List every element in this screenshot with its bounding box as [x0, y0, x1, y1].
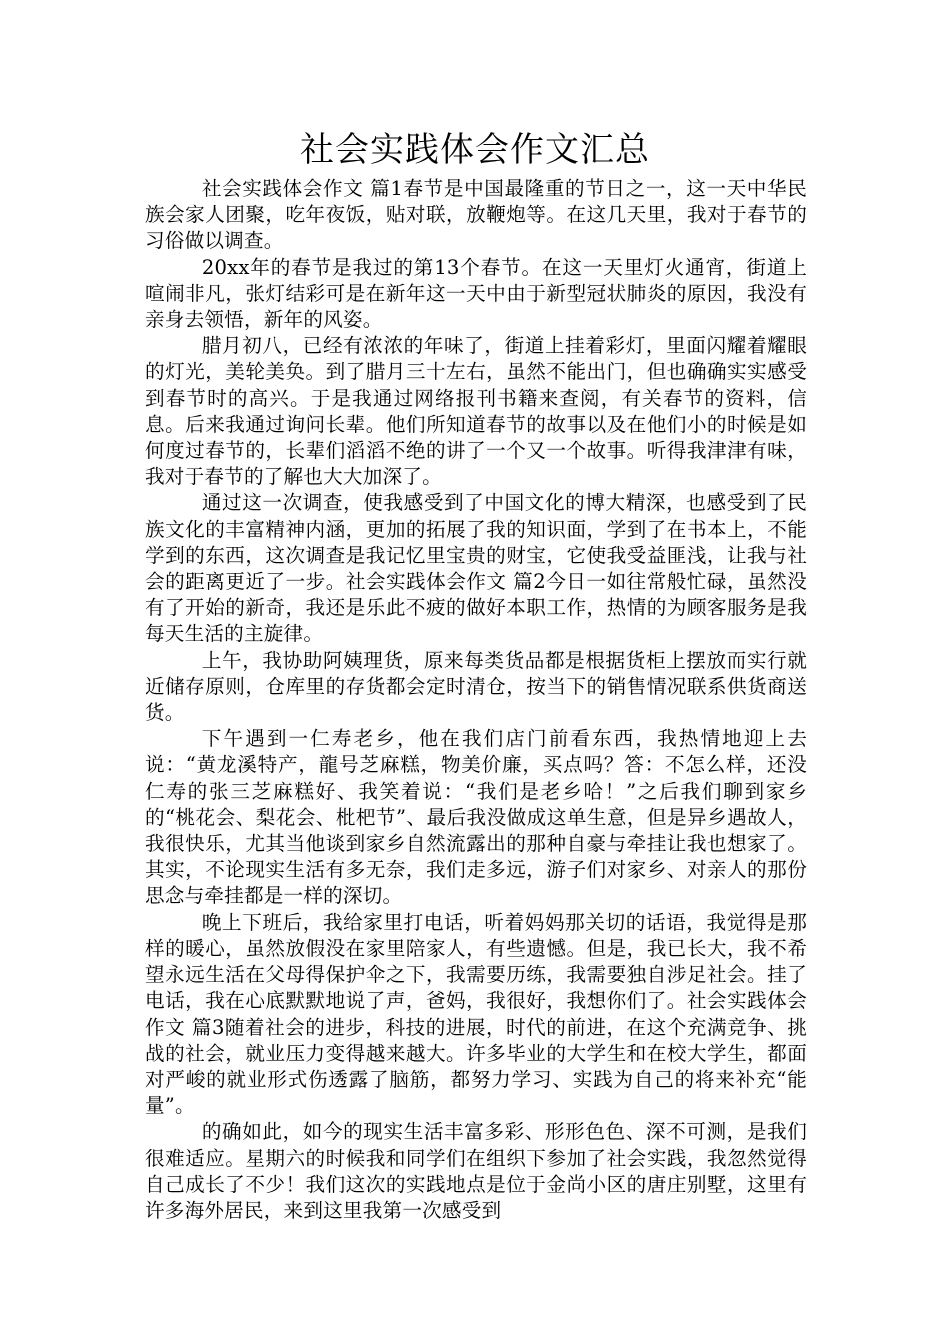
paragraph-6: 下午遇到一仁寿老乡，他在我们店门前看东西，我热情地迎上去说：“黄龙溪特产，龍号芝麻糕，物美价廉，买点吗？答：不怎么样，还没仁寿的张三芝麻糕好、我笑着说：“我们是老乡哈！”之后我们聊到家乡的“桃花会、梨花会、枇杷节”、最后我没做成这单生意，但是异乡遇故人，我很快乐，尤其当他谈到家乡自然流露出的那种自豪与牵挂让我也想家了。其实，不论现实生活有多无奈，我们走多远，游子们对家乡、对亲人的那份思念与牵挂都是一样的深切。 — [145, 727, 807, 908]
paragraph-2: 20xx年的春节是我过的第13个春节。在这一天里灯火通宵，街道上喧闹非凡，张灯结彩可是在新年这一天中由于新型冠状肺炎的原因，我没有亲身去领悟，新年的风姿。 — [145, 255, 807, 332]
paragraph-5: 上午，我协助阿姨理货，原来每类货品都是根据货柜上摆放而实行就近储存原则，仓库里的存货都会定时清仓，按当下的销售情况联系供货商送货。 — [145, 648, 807, 725]
paragraph-3: 腊月初八，已经有浓浓的年味了，街道上挂着彩灯，里面闪耀着耀眼的灯光，美轮美奂。到了腊月三十左右，虽然不能出门，但也确确实实感受到春节时的高兴。于是我通过网络报刊书籍来查阅，有关春节的资料，信息。后来我通过询问长辈。他们所知道春节的故事以及在他们小的时候是如何度过春节的，长辈们滔滔不绝的讲了一个又一个故事。听得我津津有味，我对于春节的了解也大大加深了。 — [145, 334, 807, 489]
paragraph-1: 社会实践体会作文 篇1春节是中国最隆重的节日之一，这一天中华民族会家人团聚，吃年夜饭，贴对联，放鞭炮等。在这几天里，我对于春节的习俗做以调查。 — [145, 177, 807, 253]
document-body — [145, 176, 807, 1224]
paragraph-4: 通过这一次调查，使我感受到了中国文化的博大精深，也感受到了民族文化的丰富精神内涵，更加的拓展了我的知识面，学到了在书本上，不能学到的东西，这次调查是我记忆里宝贵的财宝，它使我受益匪浅，让我与社会的距离更近了一步。社会实践体会作文 篇2今日一如往常般忙碌，虽然没有了开始的新奇，我还是乐此不疲的做好本职工作，热情的为顾客服务是我每天生活的主旋律。 — [145, 491, 807, 646]
paragraph-8: 的确如此，如今的现实生活丰富多彩、形形色色、深不可测，是我们很难适应。星期六的时候我和同学们在组织下参加了社会实践，我忽然觉得自己成长了不少！我们这次的实践地点是位于金尚小区的唐庄别墅，这里有许多海外居民，来到这里我第一次感受到 — [145, 1120, 807, 1222]
paragraph-7: 晚上下班后，我给家里打电话，听着妈妈那关切的话语，我觉得是那样的暖心，虽然放假没在家里陪家人，有些遗憾。但是，我已长大，我不希望永远生活在父母得保护伞之下，我需要历练，我需要独自涉足社会。挂了电话，我在心底默默地说了声，爸妈，我很好，我想你们了。社会实践体会作文 篇3随着社会的进步，科技的进展，时代的前进，在这个充满竞争、挑战的社会，就业压力变得越来越大。许多毕业的大学生和在校大学生，都面对严峻的就业形式伤透露了脑筋，都努力学习、实践为自己的将来补充“能量”。 — [145, 910, 807, 1118]
page-title: 社会实践体会作文汇总 — [300, 130, 650, 170]
